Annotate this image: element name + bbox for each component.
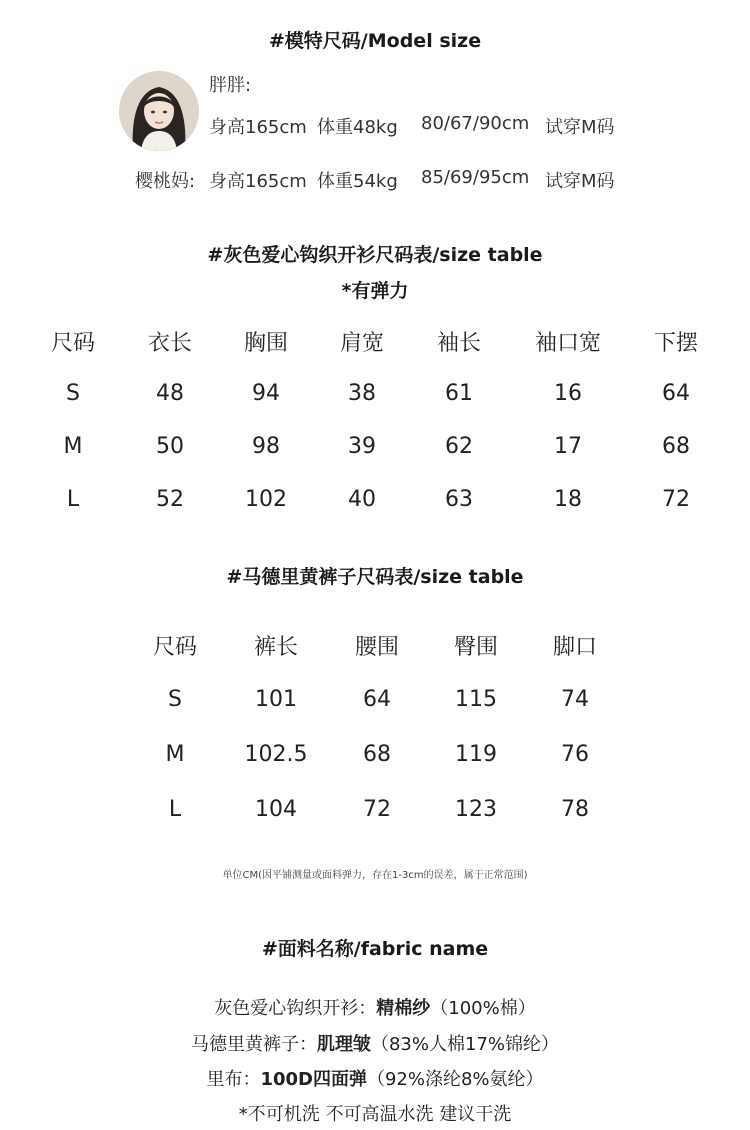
fabric-title: #面料名称/fabric name [261,938,489,960]
model-1-measurements: 80/67/90cm [421,113,530,134]
pants-cell: 76 [561,742,589,767]
pants-cell: 64 [363,687,391,712]
pants-header-leg-opening: 脚口 [552,635,598,660]
cardigan-header-hem: 下摆 [653,331,699,356]
pants-cell: 115 [455,687,497,712]
pants-header-length: 裤长 [253,635,299,660]
cardigan-header-length: 衣长 [147,331,193,356]
cardigan-cell: 52 [156,487,184,512]
fabric-name: 精棉纱 [376,998,431,1019]
model-2-height: 身高165cm [209,171,307,192]
fabric-detail: （100%棉） [430,998,536,1019]
cardigan-cell: M [63,434,83,459]
cardigan-cell: S [66,381,80,406]
model-2-measurements: 85/69/95cm [421,167,530,188]
fabric-label: 马德里黄裤子： [190,1034,317,1055]
pants-table-title: #马德里黄裤子尺码表/size table [226,566,524,588]
cardigan-cell: 38 [348,381,376,406]
model-2-name: 樱桃妈: [135,171,196,192]
cardigan-cell: 68 [662,434,690,459]
cardigan-header-sleeve: 袖长 [436,331,482,356]
fabric-label: 里布： [206,1069,261,1090]
pants-cell: M [165,742,185,767]
fabric-name: 肌理皱 [316,1034,371,1055]
cardigan-table-title: #灰色爱心钩织开衫尺码表/size table [207,244,543,266]
pants-cell: S [168,687,182,712]
cardigan-cell: 64 [662,381,690,406]
cardigan-cell: 16 [554,381,582,406]
cardigan-cell: 98 [252,434,280,459]
pants-cell: L [168,797,182,822]
model-2-fit: 试穿M码 [545,171,615,192]
fabric-detail: （83%人棉17%锦纶） [370,1034,559,1055]
cardigan-cell: 17 [554,434,582,459]
pants-cell: 101 [255,687,297,712]
fabric-line-lining [0,1065,750,1091]
model-size-title: #模特尺码/Model size [268,30,482,52]
pants-cell: 119 [455,742,497,767]
model-1-name: 胖胖: [209,75,252,96]
care-instructions: *不可机洗 不可高温水洗 建议干洗 [238,1104,512,1125]
pants-cell: 72 [363,797,391,822]
cardigan-cell: 50 [156,434,184,459]
pants-header-waist: 腰围 [354,635,400,660]
cardigan-cell: 94 [252,381,280,406]
fabric-name: 100D四面弹 [260,1069,367,1090]
cardigan-header-shoulder: 肩宽 [339,331,385,356]
pants-header-size: 尺码 [152,635,198,660]
fabric-label: 灰色爱心钩织开衫： [214,998,377,1019]
cardigan-header-cuff: 袖口宽 [534,331,602,356]
cardigan-cell: 39 [348,434,376,459]
cardigan-cell: 40 [348,487,376,512]
fabric-line-cardigan [0,994,750,1020]
cardigan-table-subtitle: *有弹力 [341,280,409,302]
pants-cell: 74 [561,687,589,712]
fabric-line-pants [0,1030,750,1056]
pants-cell: 68 [363,742,391,767]
model-2-weight: 体重54kg [317,171,398,192]
pants-cell: 102.5 [244,742,308,767]
model-1-height: 身高165cm [209,117,307,138]
pants-header-hip: 臀围 [453,635,499,660]
pants-cell: 104 [255,797,297,822]
model-1-weight: 体重48kg [317,117,398,138]
model-1-fit: 试穿M码 [545,117,615,138]
cardigan-cell: 72 [662,487,690,512]
cardigan-cell: 102 [245,487,287,512]
cardigan-cell: L [66,487,80,512]
fabric-detail: （92%涤纶8%氨纶） [366,1069,544,1090]
pants-cell: 78 [561,797,589,822]
cardigan-cell: 18 [554,487,582,512]
cardigan-header-bust: 胸围 [243,331,289,356]
cardigan-header-size: 尺码 [50,331,96,356]
cardigan-cell: 62 [445,434,473,459]
cardigan-cell: 48 [156,381,184,406]
unit-note: 单位CM(因平铺测量或面料弹力，存在1-3cm的误差，属于正常范围) [222,870,528,881]
cardigan-cell: 63 [445,487,473,512]
cardigan-cell: 61 [445,381,473,406]
pants-cell: 123 [455,797,497,822]
